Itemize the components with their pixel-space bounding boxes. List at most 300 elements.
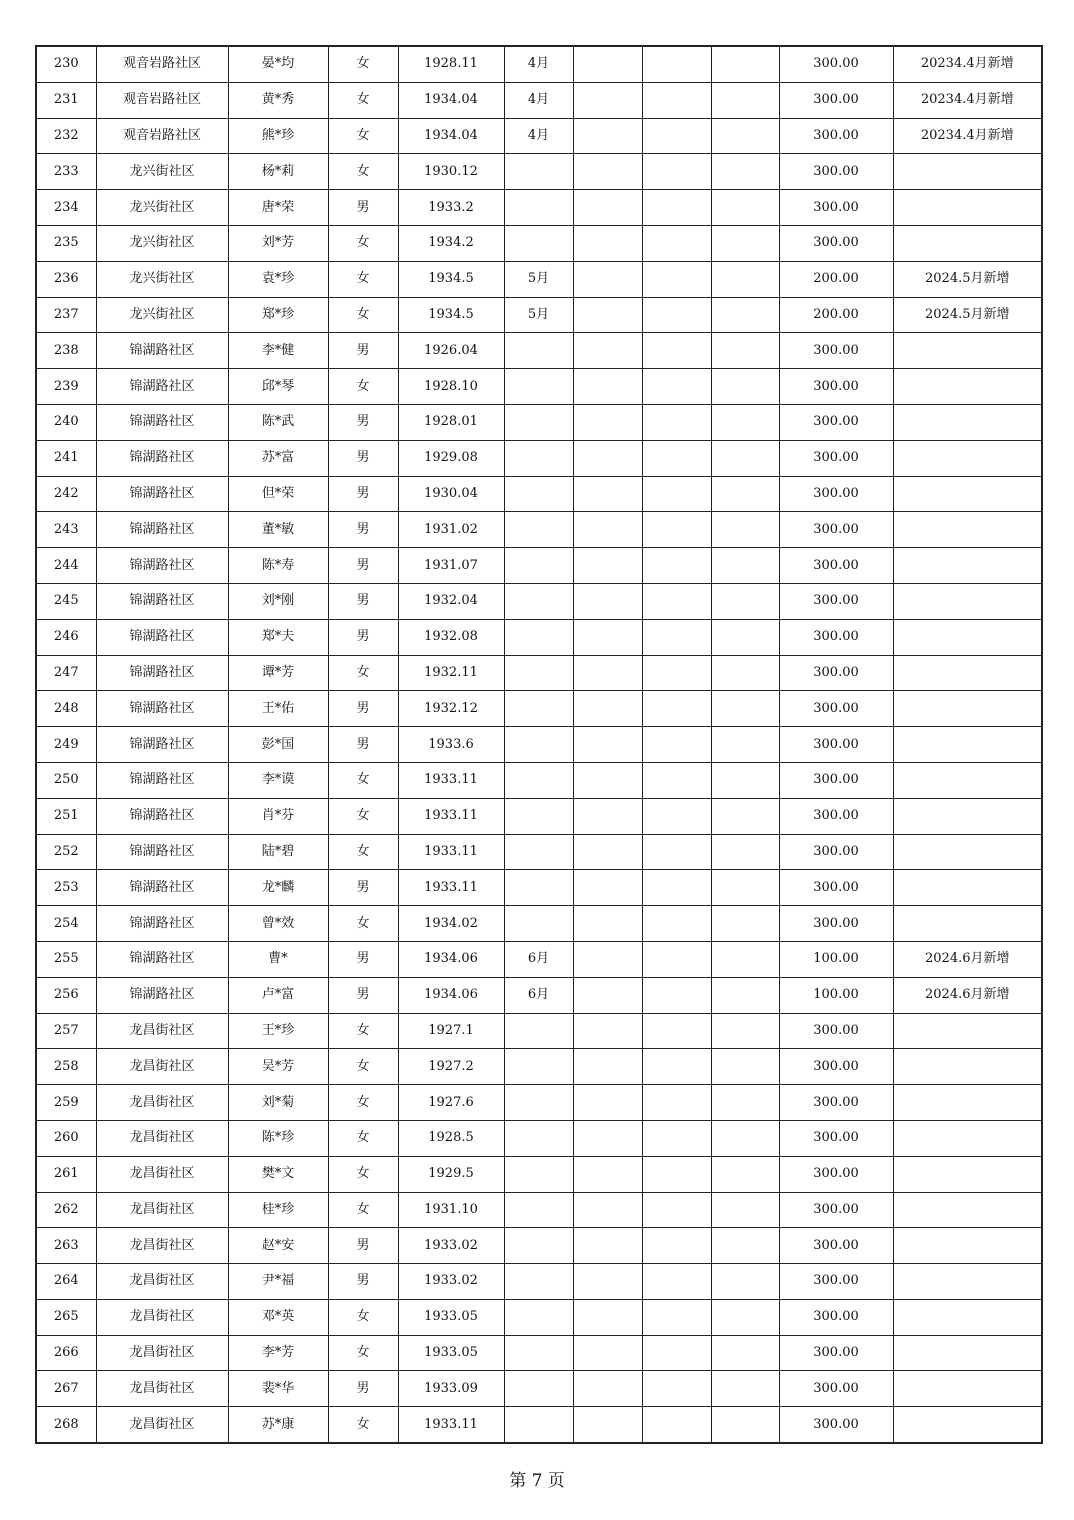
cell-name: 王*珍	[228, 1013, 328, 1049]
cell-birth-date: 1929.08	[398, 440, 504, 476]
table-row	[36, 727, 1042, 763]
cell-name: 李*健	[228, 333, 328, 369]
cell-blank	[573, 583, 642, 619]
table-row	[36, 1013, 1042, 1049]
cell-community: 龙兴街社区	[96, 190, 228, 226]
cell-amount: 300.00	[779, 655, 893, 691]
cell-blank	[711, 82, 779, 118]
cell-name: 李*谟	[228, 762, 328, 798]
table-row	[36, 941, 1042, 977]
cell-name: 桂*珍	[228, 1192, 328, 1228]
cell-blank	[711, 404, 779, 440]
cell-community: 锦湖路社区	[96, 333, 228, 369]
cell-month: 4月	[504, 118, 573, 154]
cell-blank	[711, 1192, 779, 1228]
cell-amount: 300.00	[779, 870, 893, 906]
roster-body	[36, 46, 1042, 1443]
cell-blank	[642, 1192, 711, 1228]
cell-name: 樊*文	[228, 1156, 328, 1192]
cell-amount: 300.00	[779, 906, 893, 942]
cell-blank	[642, 476, 711, 512]
cell-serial-number: 232	[36, 118, 96, 154]
cell-gender: 女	[328, 1156, 398, 1192]
cell-blank	[573, 1192, 642, 1228]
cell-name: 龙*麟	[228, 870, 328, 906]
cell-blank	[711, 154, 779, 190]
cell-gender: 男	[328, 1264, 398, 1300]
cell-remark	[893, 727, 1042, 763]
cell-amount: 100.00	[779, 977, 893, 1013]
table-row	[36, 834, 1042, 870]
cell-name: 王*佑	[228, 691, 328, 727]
cell-gender: 女	[328, 118, 398, 154]
cell-blank	[642, 118, 711, 154]
cell-blank	[573, 225, 642, 261]
cell-name: 苏*富	[228, 440, 328, 476]
cell-blank	[711, 440, 779, 476]
cell-blank	[642, 548, 711, 584]
table-row	[36, 440, 1042, 476]
cell-gender: 女	[328, 1299, 398, 1335]
cell-blank	[642, 404, 711, 440]
cell-month	[504, 548, 573, 584]
cell-serial-number: 265	[36, 1299, 96, 1335]
cell-amount: 300.00	[779, 1407, 893, 1443]
cell-birth-date: 1931.02	[398, 512, 504, 548]
cell-month: 4月	[504, 46, 573, 82]
table-row	[36, 1049, 1042, 1085]
cell-name: 赵*安	[228, 1228, 328, 1264]
cell-birth-date: 1932.04	[398, 583, 504, 619]
cell-blank	[711, 261, 779, 297]
table-row	[36, 1264, 1042, 1300]
cell-serial-number: 239	[36, 369, 96, 405]
cell-blank	[642, 297, 711, 333]
cell-name: 杨*莉	[228, 154, 328, 190]
table-row	[36, 691, 1042, 727]
cell-name: 裴*华	[228, 1371, 328, 1407]
cell-remark: 2024.5月新增	[893, 261, 1042, 297]
cell-amount: 300.00	[779, 118, 893, 154]
cell-name: 吴*芳	[228, 1049, 328, 1085]
roster-table	[35, 45, 1043, 1444]
cell-community: 龙兴街社区	[96, 225, 228, 261]
cell-birth-date: 1934.5	[398, 261, 504, 297]
cell-blank	[642, 941, 711, 977]
cell-serial-number: 249	[36, 727, 96, 763]
cell-birth-date: 1934.02	[398, 906, 504, 942]
cell-serial-number: 244	[36, 548, 96, 584]
cell-remark	[893, 333, 1042, 369]
cell-gender: 女	[328, 297, 398, 333]
cell-gender: 男	[328, 548, 398, 584]
cell-birth-date: 1934.2	[398, 225, 504, 261]
cell-amount: 300.00	[779, 1371, 893, 1407]
cell-community: 锦湖路社区	[96, 619, 228, 655]
cell-amount: 300.00	[779, 1049, 893, 1085]
cell-blank	[573, 977, 642, 1013]
cell-blank	[573, 154, 642, 190]
page-number: 第 7 页	[509, 1471, 565, 1491]
cell-gender: 男	[328, 977, 398, 1013]
cell-gender: 女	[328, 46, 398, 82]
cell-name: 李*芳	[228, 1335, 328, 1371]
cell-blank	[573, 46, 642, 82]
cell-month	[504, 1299, 573, 1335]
cell-blank	[642, 1013, 711, 1049]
table-row	[36, 762, 1042, 798]
cell-birth-date: 1927.1	[398, 1013, 504, 1049]
cell-serial-number: 235	[36, 225, 96, 261]
cell-blank	[711, 1371, 779, 1407]
cell-month	[504, 655, 573, 691]
cell-blank	[711, 977, 779, 1013]
cell-blank	[711, 1228, 779, 1264]
cell-blank	[711, 1013, 779, 1049]
cell-month	[504, 1371, 573, 1407]
table-row	[36, 82, 1042, 118]
cell-blank	[573, 82, 642, 118]
cell-blank	[573, 1013, 642, 1049]
cell-remark	[893, 1299, 1042, 1335]
cell-blank	[711, 798, 779, 834]
cell-blank	[642, 1407, 711, 1443]
cell-month: 4月	[504, 82, 573, 118]
cell-serial-number: 260	[36, 1120, 96, 1156]
cell-month	[504, 440, 573, 476]
cell-blank	[711, 1156, 779, 1192]
cell-month	[504, 1228, 573, 1264]
cell-name: 刘*刚	[228, 583, 328, 619]
cell-gender: 女	[328, 1049, 398, 1085]
cell-serial-number: 256	[36, 977, 96, 1013]
cell-gender: 女	[328, 1085, 398, 1121]
cell-gender: 女	[328, 1192, 398, 1228]
cell-blank	[642, 225, 711, 261]
cell-gender: 男	[328, 404, 398, 440]
cell-blank	[642, 1085, 711, 1121]
cell-birth-date: 1927.2	[398, 1049, 504, 1085]
cell-name: 卢*富	[228, 977, 328, 1013]
table-row	[36, 1371, 1042, 1407]
cell-blank	[642, 1299, 711, 1335]
cell-amount: 300.00	[779, 512, 893, 548]
cell-serial-number: 253	[36, 870, 96, 906]
cell-gender: 男	[328, 619, 398, 655]
cell-birth-date: 1934.04	[398, 118, 504, 154]
cell-blank	[573, 1156, 642, 1192]
cell-gender: 男	[328, 1371, 398, 1407]
cell-community: 锦湖路社区	[96, 906, 228, 942]
cell-gender: 女	[328, 261, 398, 297]
cell-serial-number: 230	[36, 46, 96, 82]
cell-amount: 300.00	[779, 583, 893, 619]
cell-blank	[573, 1407, 642, 1443]
cell-community: 龙昌街社区	[96, 1049, 228, 1085]
cell-birth-date: 1932.11	[398, 655, 504, 691]
cell-amount: 300.00	[779, 1085, 893, 1121]
cell-blank	[642, 798, 711, 834]
cell-remark	[893, 583, 1042, 619]
cell-community: 龙昌街社区	[96, 1371, 228, 1407]
cell-blank	[642, 1120, 711, 1156]
cell-name: 刘*菊	[228, 1085, 328, 1121]
cell-blank	[642, 1228, 711, 1264]
cell-community: 锦湖路社区	[96, 691, 228, 727]
cell-serial-number: 246	[36, 619, 96, 655]
cell-month	[504, 1335, 573, 1371]
cell-name: 刘*芳	[228, 225, 328, 261]
cell-community: 锦湖路社区	[96, 727, 228, 763]
cell-community: 锦湖路社区	[96, 977, 228, 1013]
cell-name: 陆*碧	[228, 834, 328, 870]
cell-remark: 2024.6月新增	[893, 977, 1042, 1013]
cell-serial-number: 237	[36, 297, 96, 333]
cell-birth-date: 1933.2	[398, 190, 504, 226]
cell-blank	[642, 82, 711, 118]
cell-month	[504, 727, 573, 763]
cell-serial-number: 231	[36, 82, 96, 118]
cell-blank	[573, 1371, 642, 1407]
cell-blank	[711, 655, 779, 691]
cell-serial-number: 254	[36, 906, 96, 942]
table-row	[36, 190, 1042, 226]
table-row	[36, 870, 1042, 906]
cell-blank	[642, 1335, 711, 1371]
table-row	[36, 1299, 1042, 1335]
cell-remark	[893, 440, 1042, 476]
cell-serial-number: 267	[36, 1371, 96, 1407]
table-row	[36, 655, 1042, 691]
cell-gender: 男	[328, 190, 398, 226]
cell-name: 唐*荣	[228, 190, 328, 226]
cell-remark: 20234.4月新增	[893, 46, 1042, 82]
cell-month	[504, 619, 573, 655]
cell-name: 曹*	[228, 941, 328, 977]
cell-blank	[642, 691, 711, 727]
cell-name: 尹*福	[228, 1264, 328, 1300]
cell-community: 锦湖路社区	[96, 870, 228, 906]
cell-remark	[893, 619, 1042, 655]
cell-blank	[573, 727, 642, 763]
cell-birth-date: 1929.5	[398, 1156, 504, 1192]
cell-amount: 300.00	[779, 762, 893, 798]
cell-blank	[642, 655, 711, 691]
cell-birth-date: 1933.02	[398, 1228, 504, 1264]
cell-blank	[573, 369, 642, 405]
cell-name: 邱*琴	[228, 369, 328, 405]
cell-community: 观音岩路社区	[96, 82, 228, 118]
cell-birth-date: 1930.04	[398, 476, 504, 512]
cell-remark	[893, 798, 1042, 834]
cell-amount: 300.00	[779, 333, 893, 369]
cell-month	[504, 1120, 573, 1156]
cell-birth-date: 1934.5	[398, 297, 504, 333]
cell-blank	[573, 762, 642, 798]
cell-month	[504, 404, 573, 440]
cell-month	[504, 1407, 573, 1443]
cell-blank	[642, 440, 711, 476]
cell-blank	[642, 190, 711, 226]
cell-blank	[573, 1335, 642, 1371]
cell-month	[504, 762, 573, 798]
cell-community: 龙昌街社区	[96, 1192, 228, 1228]
cell-remark	[893, 1335, 1042, 1371]
cell-gender: 男	[328, 512, 398, 548]
cell-blank	[642, 619, 711, 655]
cell-blank	[642, 512, 711, 548]
cell-serial-number: 252	[36, 834, 96, 870]
cell-serial-number: 248	[36, 691, 96, 727]
cell-blank	[573, 834, 642, 870]
cell-month	[504, 906, 573, 942]
cell-amount: 300.00	[779, 1299, 893, 1335]
cell-month	[504, 512, 573, 548]
cell-name: 陈*珍	[228, 1120, 328, 1156]
cell-serial-number: 245	[36, 583, 96, 619]
table-row	[36, 512, 1042, 548]
cell-community: 龙兴街社区	[96, 297, 228, 333]
cell-remark	[893, 369, 1042, 405]
cell-remark	[893, 834, 1042, 870]
cell-community: 龙昌街社区	[96, 1407, 228, 1443]
cell-name: 邓*英	[228, 1299, 328, 1335]
cell-remark	[893, 404, 1042, 440]
cell-blank	[642, 762, 711, 798]
cell-amount: 300.00	[779, 404, 893, 440]
cell-blank	[573, 941, 642, 977]
cell-remark	[893, 1049, 1042, 1085]
cell-month	[504, 1049, 573, 1085]
cell-blank	[573, 619, 642, 655]
cell-blank	[642, 727, 711, 763]
cell-community: 锦湖路社区	[96, 369, 228, 405]
cell-blank	[711, 476, 779, 512]
cell-community: 龙昌街社区	[96, 1299, 228, 1335]
cell-community: 龙昌街社区	[96, 1085, 228, 1121]
cell-birth-date: 1928.11	[398, 46, 504, 82]
cell-community: 龙兴街社区	[96, 154, 228, 190]
cell-serial-number: 268	[36, 1407, 96, 1443]
cell-amount: 300.00	[779, 440, 893, 476]
cell-blank	[642, 583, 711, 619]
cell-blank	[573, 655, 642, 691]
cell-amount: 300.00	[779, 1335, 893, 1371]
cell-community: 锦湖路社区	[96, 762, 228, 798]
cell-blank	[642, 154, 711, 190]
cell-amount: 300.00	[779, 476, 893, 512]
cell-name: 熊*珍	[228, 118, 328, 154]
cell-remark	[893, 1228, 1042, 1264]
table-row	[36, 46, 1042, 82]
cell-community: 锦湖路社区	[96, 834, 228, 870]
cell-blank	[711, 190, 779, 226]
table-row	[36, 619, 1042, 655]
cell-serial-number: 258	[36, 1049, 96, 1085]
table-row	[36, 369, 1042, 405]
cell-month	[504, 1156, 573, 1192]
cell-birth-date: 1933.11	[398, 762, 504, 798]
cell-remark	[893, 512, 1042, 548]
table-row	[36, 225, 1042, 261]
table-row	[36, 261, 1042, 297]
cell-blank	[711, 1085, 779, 1121]
table-row	[36, 583, 1042, 619]
cell-birth-date: 1928.10	[398, 369, 504, 405]
cell-birth-date: 1933.11	[398, 834, 504, 870]
cell-blank	[573, 1049, 642, 1085]
cell-blank	[573, 1264, 642, 1300]
table-row	[36, 798, 1042, 834]
table-row	[36, 1156, 1042, 1192]
cell-serial-number: 257	[36, 1013, 96, 1049]
cell-name: 苏*康	[228, 1407, 328, 1443]
cell-community: 龙昌街社区	[96, 1013, 228, 1049]
cell-month: 5月	[504, 297, 573, 333]
cell-community: 龙昌街社区	[96, 1228, 228, 1264]
cell-birth-date: 1934.04	[398, 82, 504, 118]
cell-month	[504, 225, 573, 261]
cell-blank	[711, 1264, 779, 1300]
cell-gender: 女	[328, 1120, 398, 1156]
cell-amount: 300.00	[779, 1156, 893, 1192]
cell-month	[504, 190, 573, 226]
table-row	[36, 1228, 1042, 1264]
cell-serial-number: 242	[36, 476, 96, 512]
cell-amount: 200.00	[779, 261, 893, 297]
cell-remark	[893, 1085, 1042, 1121]
cell-serial-number: 266	[36, 1335, 96, 1371]
cell-birth-date: 1931.10	[398, 1192, 504, 1228]
cell-birth-date: 1933.09	[398, 1371, 504, 1407]
cell-blank	[711, 870, 779, 906]
cell-blank	[711, 941, 779, 977]
cell-gender: 女	[328, 1335, 398, 1371]
cell-blank	[642, 369, 711, 405]
cell-blank	[711, 762, 779, 798]
cell-remark	[893, 1264, 1042, 1300]
cell-blank	[573, 1120, 642, 1156]
table-row	[36, 1085, 1042, 1121]
cell-amount: 300.00	[779, 154, 893, 190]
table-row	[36, 1335, 1042, 1371]
cell-blank	[711, 906, 779, 942]
cell-birth-date: 1928.5	[398, 1120, 504, 1156]
cell-birth-date: 1931.07	[398, 548, 504, 584]
cell-blank	[711, 727, 779, 763]
cell-month	[504, 834, 573, 870]
cell-name: 曾*效	[228, 906, 328, 942]
cell-blank	[711, 583, 779, 619]
cell-blank	[642, 261, 711, 297]
cell-birth-date: 1932.08	[398, 619, 504, 655]
cell-remark	[893, 1013, 1042, 1049]
cell-month	[504, 369, 573, 405]
cell-community: 锦湖路社区	[96, 548, 228, 584]
cell-gender: 女	[328, 655, 398, 691]
cell-gender: 男	[328, 870, 398, 906]
cell-month	[504, 1013, 573, 1049]
cell-blank	[573, 1228, 642, 1264]
cell-name: 袁*珍	[228, 261, 328, 297]
cell-remark	[893, 190, 1042, 226]
cell-community: 锦湖路社区	[96, 440, 228, 476]
cell-name: 陈*武	[228, 404, 328, 440]
cell-remark: 20234.4月新增	[893, 118, 1042, 154]
cell-community: 龙昌街社区	[96, 1156, 228, 1192]
cell-serial-number: 250	[36, 762, 96, 798]
cell-month	[504, 154, 573, 190]
